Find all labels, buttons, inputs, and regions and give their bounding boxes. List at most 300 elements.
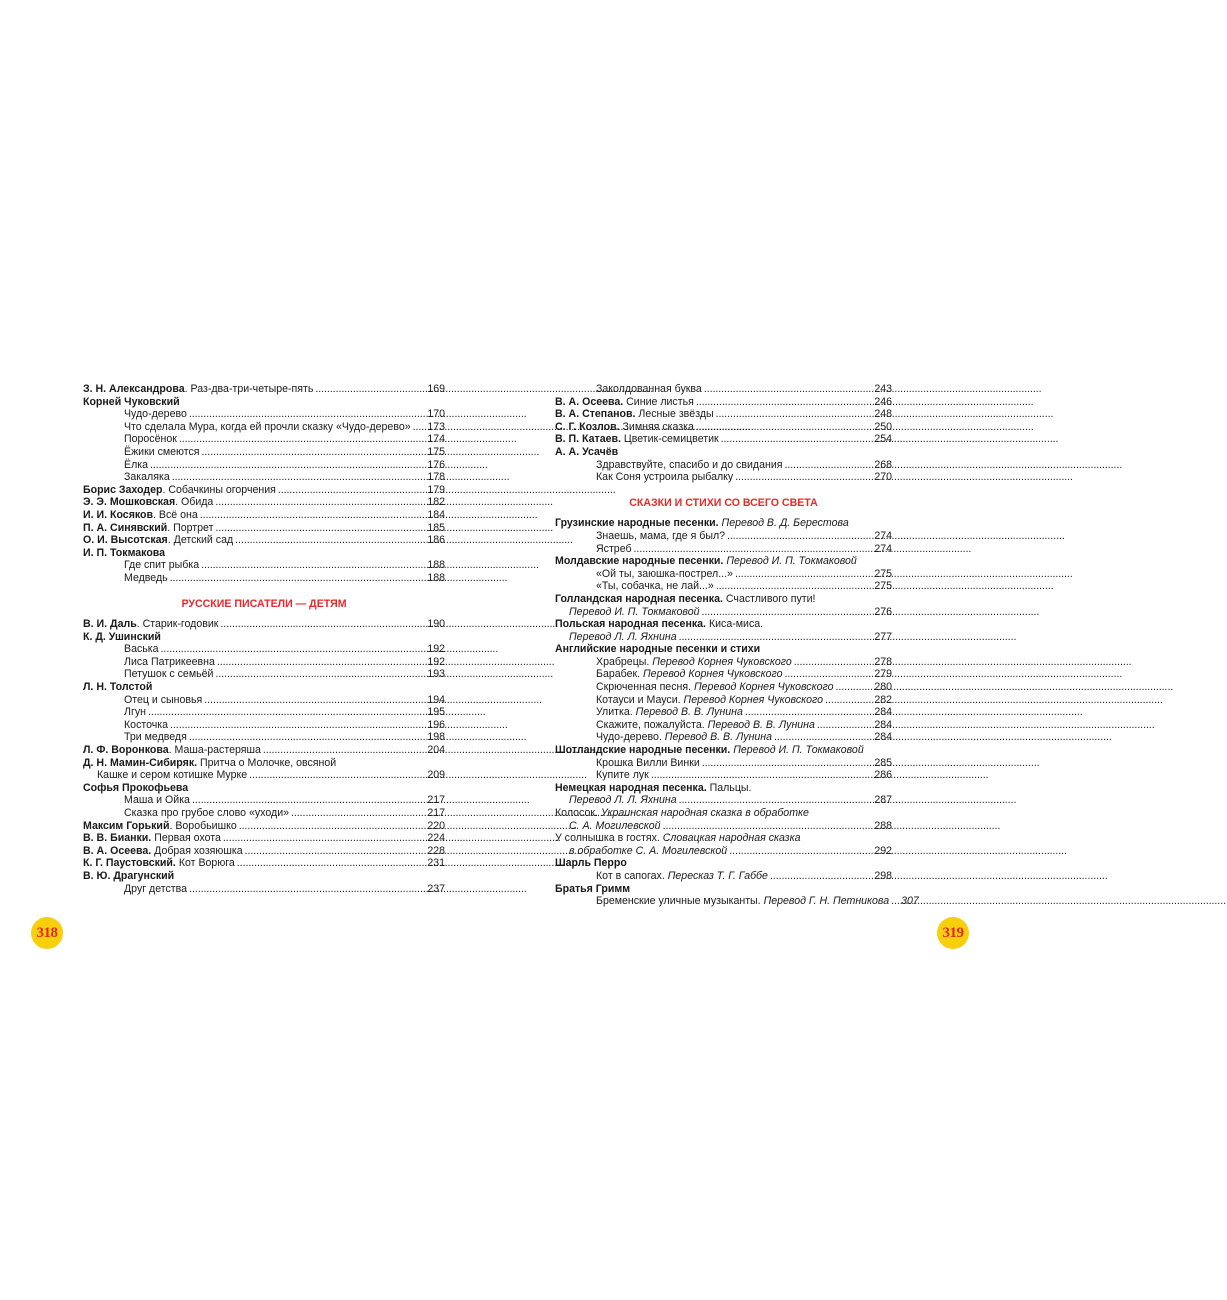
entry-page-number: 276 <box>874 605 892 618</box>
entry-page-number: 170 <box>427 408 445 421</box>
entry-text <box>596 694 823 707</box>
entry-author: З. Н. Александрова <box>83 383 185 395</box>
dot-leader <box>192 794 425 807</box>
entry-title: Кот Ворюга <box>178 857 235 870</box>
entry-text: В. И. Даль. Старик-годовик <box>83 618 219 631</box>
entry-title: Собачкины огорчения <box>168 483 276 496</box>
entry-page-number: 175 <box>427 445 445 458</box>
section-heading: СКАЗКИ И СТИХИ СО ВСЕГО СВЕТА <box>629 496 818 509</box>
entry-page-number: 192 <box>427 655 445 668</box>
entry-page-number: 195 <box>427 706 445 719</box>
toc-entry <box>555 857 892 870</box>
entry-page-number: 250 <box>874 420 892 433</box>
entry-title: Детский сад <box>173 534 234 547</box>
entry-text <box>124 807 289 820</box>
entry-text <box>124 408 187 421</box>
entry-page-number: 228 <box>427 844 445 857</box>
entry-text <box>83 396 180 409</box>
dot-leader <box>189 731 425 744</box>
entry-title: Бременские уличные музыканты. <box>596 895 761 908</box>
toc-entry <box>83 446 445 459</box>
toc-entry <box>555 719 892 732</box>
toc-entry <box>555 731 892 744</box>
entry-translator: Перевод Л. Л. Яхнина <box>569 794 677 807</box>
toc-entry <box>555 383 892 396</box>
entry-page-number: 217 <box>427 807 445 819</box>
entry-author: В. А. Осеева. <box>555 395 624 408</box>
entry-title: Косточка <box>124 718 169 731</box>
entry-text <box>596 681 833 694</box>
dot-leader <box>215 522 425 535</box>
entry-text <box>124 668 213 681</box>
toc-entry <box>83 631 445 644</box>
toc-entry <box>555 459 892 472</box>
entry-author: В. А. Осеева. <box>83 844 152 857</box>
entry-author: Шотландские народные песенки. <box>555 744 731 757</box>
toc-entry <box>83 744 445 757</box>
entry-page-number: 179 <box>427 483 445 496</box>
toc-entry <box>83 731 445 744</box>
dot-leader <box>315 383 425 396</box>
toc-block <box>83 383 445 585</box>
entry-title: Где спит рыбка <box>124 559 200 572</box>
entry-title: Что сделала Мура, когда ей прочли сказку «Чудо-дерево» <box>124 420 411 433</box>
entry-text <box>596 471 733 484</box>
toc-entry <box>83 832 445 845</box>
dot-leader <box>179 433 425 446</box>
entry-text <box>124 656 215 669</box>
entry-author: Софья Прокофьева <box>83 781 189 794</box>
dot-leader <box>770 870 872 883</box>
entry-title: Как Соня устроила рыбалку <box>596 471 734 484</box>
toc-block <box>83 618 445 895</box>
entry-text <box>555 593 815 606</box>
entry-title: Добрая хозяюшка <box>154 844 243 857</box>
entry-text <box>555 618 763 631</box>
entry-title: У солнышка в гостях. <box>555 832 660 845</box>
dot-leader <box>774 731 872 744</box>
entry-text <box>83 857 235 870</box>
dot-leader <box>696 396 872 409</box>
entry-text <box>124 559 199 572</box>
toc-entry <box>555 694 892 707</box>
entry-page-number: 192 <box>427 643 445 656</box>
entry-text <box>124 433 177 446</box>
entry-page-number: 275 <box>874 580 892 593</box>
entry-title: Купите лук <box>596 769 649 782</box>
entry-page-number: 274 <box>874 542 892 555</box>
entry-author: Братья Гримм <box>555 882 631 895</box>
entry-page-number: 193 <box>427 668 445 681</box>
entry-author: Л. Ф. Воронкова <box>83 744 169 757</box>
entry-title: Притча о Молочке, овсяной <box>200 756 337 769</box>
dot-leader <box>148 706 425 719</box>
entry-translator: Перевод Корнея Чуковского <box>683 693 824 706</box>
entry-translator: Перевод И. П. Токмаковой <box>726 555 857 568</box>
entry-text <box>83 832 221 845</box>
toc-entry <box>83 572 445 585</box>
entry-title: Улитка. <box>596 706 633 719</box>
entry-translator: Перевод В. В. Лунина <box>707 718 815 731</box>
dot-leader <box>249 769 425 782</box>
entry-text <box>555 857 627 870</box>
dot-leader <box>702 757 873 770</box>
entry-text <box>555 883 630 896</box>
dot-leader <box>237 857 426 870</box>
entry-page-number: 254 <box>874 433 892 446</box>
dot-leader <box>204 694 425 707</box>
right-page-contents <box>555 383 919 908</box>
entry-title: Храбрецы. <box>596 655 650 668</box>
entry-title: Чудо-дерево. <box>596 731 662 744</box>
dot-leader <box>170 719 425 732</box>
toc-entry <box>83 396 445 409</box>
dot-leader <box>291 807 425 820</box>
toc-entry <box>555 631 892 644</box>
dot-leader <box>150 459 425 472</box>
entry-text <box>596 568 733 581</box>
toc-entry <box>83 433 445 446</box>
entry-title: Три медведя <box>124 731 187 744</box>
toc-entry <box>83 509 445 522</box>
entry-page-number: 286 <box>874 769 892 782</box>
entry-title: Котауси и Мауси. <box>596 693 681 706</box>
entry-author: В. П. Катаев. <box>555 433 621 446</box>
entry-author: В. А. Степанов. <box>555 408 636 421</box>
entry-text: Максим Горький. Воробьишко <box>83 819 237 832</box>
toc-entry <box>555 396 892 409</box>
entry-text <box>569 820 661 833</box>
toc-entry <box>83 559 445 572</box>
entry-translator: Перевод Корнея Чуковского <box>693 681 834 694</box>
entry-page-number: 277 <box>874 630 892 643</box>
toc-entry <box>83 383 445 396</box>
entry-text <box>555 517 849 530</box>
entry-author: Л. Н. Толстой <box>83 681 153 694</box>
entry-page-number: 275 <box>874 567 892 580</box>
entry-page-number: 220 <box>427 819 445 832</box>
dot-leader <box>704 383 873 396</box>
toc-block <box>555 517 919 908</box>
entry-author: Немецкая народная песенка. <box>555 781 707 794</box>
entry-author: С. Г. Козлов. <box>555 420 620 433</box>
entry-text <box>569 794 677 807</box>
toc-entry <box>555 782 892 795</box>
entry-text <box>596 383 702 396</box>
entry-title: Портрет <box>173 521 214 534</box>
entry-title: Ёжики смеются <box>124 445 200 458</box>
entry-author: В. Ю. Драгунский <box>83 869 175 882</box>
dot-leader <box>696 421 872 434</box>
entry-text: З. Н. Александрова. Раз-два-три-четыре-пять <box>83 383 314 395</box>
entry-author: П. А. Синявский <box>83 521 168 534</box>
entry-page-number: 284 <box>874 731 892 744</box>
entry-title: Знаешь, мама, где я был? <box>596 529 726 542</box>
entry-text <box>124 459 148 472</box>
entry-page-number: 204 <box>427 744 445 757</box>
entry-page-number: 270 <box>874 471 892 484</box>
entry-text <box>124 706 146 719</box>
entry-author: В. В. Бианки. <box>83 832 152 845</box>
dot-leader <box>215 496 425 509</box>
entry-text <box>83 681 152 694</box>
entry-text <box>596 543 632 556</box>
toc-entry <box>555 656 892 669</box>
toc-entry <box>555 618 892 631</box>
entry-page-number: 243 <box>874 383 892 395</box>
toc-entry <box>83 643 445 656</box>
entry-text <box>124 794 190 807</box>
entry-text <box>596 719 815 732</box>
toc-block <box>555 383 892 484</box>
entry-page-number: 169 <box>427 383 445 395</box>
dot-leader <box>679 631 873 644</box>
dot-leader <box>891 895 899 908</box>
toc-entry <box>83 484 445 497</box>
entry-title: Цветик-семицветик <box>623 433 719 446</box>
entry-text <box>596 769 649 782</box>
entry-text <box>83 845 243 858</box>
toc-entry <box>83 883 445 896</box>
entry-text <box>124 694 202 707</box>
entry-text <box>596 459 782 472</box>
entry-translator: Перевод В. В. Лунина <box>664 731 773 744</box>
dot-leader <box>239 820 426 833</box>
dot-leader <box>189 408 425 421</box>
dot-leader <box>745 706 872 719</box>
toc-entry <box>83 870 445 883</box>
entry-translator: Перевод Г. Н. Петникова <box>763 895 890 908</box>
entry-text: Борис Заходер. Собачкины огорчения <box>83 483 276 496</box>
toc-entry <box>83 459 445 472</box>
entry-translator: Перевод В. Д. Берестова <box>721 517 849 530</box>
dot-leader <box>817 719 872 732</box>
dot-leader <box>735 568 872 581</box>
entry-author: Э. Э. Мошковская <box>83 496 176 509</box>
toc-entry <box>83 719 445 732</box>
toc-entry <box>83 706 445 719</box>
entry-text <box>124 572 168 585</box>
toc-entry <box>555 408 892 421</box>
dot-leader <box>245 845 426 858</box>
toc-entry <box>555 433 892 446</box>
entry-title: Васька <box>124 643 159 656</box>
page-number-badge: 318 <box>31 917 63 949</box>
entry-text <box>83 870 174 883</box>
entry-title: Кот в сапогах. <box>596 869 665 882</box>
entry-author: К. Г. Паустовский. <box>83 857 176 870</box>
entry-page-number: 287 <box>874 794 892 807</box>
dot-leader <box>215 668 425 681</box>
dot-leader <box>235 534 425 547</box>
entry-translator: Перевод В. В. Лунина <box>635 706 743 719</box>
entry-title: Друг детства <box>124 882 188 895</box>
toc-entry <box>83 547 445 560</box>
toc-entry <box>555 832 892 845</box>
dot-leader <box>202 446 426 459</box>
entry-title: Отец и сыновья <box>124 693 203 706</box>
entry-author: О. И. Высотская <box>83 534 168 547</box>
entry-text <box>555 446 618 459</box>
entry-page-number: 279 <box>874 668 892 681</box>
entry-title: Зимняя сказка <box>622 420 694 433</box>
dot-leader <box>161 643 426 656</box>
dot-leader <box>220 618 425 631</box>
toc-entry <box>555 530 892 543</box>
dot-leader <box>663 820 873 833</box>
toc-entry <box>555 471 892 484</box>
entry-page-number: 274 <box>874 529 892 542</box>
entry-title: Лесные звёзды <box>638 408 714 421</box>
entry-title: Лиса Патрикеевна <box>124 655 215 668</box>
toc-entry <box>555 517 892 530</box>
entry-page-number: 248 <box>874 408 892 421</box>
toc-entry <box>83 782 445 795</box>
entry-page-number: 224 <box>427 832 445 845</box>
entry-text <box>555 782 751 795</box>
entry-translator: Перевод Корнея Чуковского <box>643 668 783 681</box>
toc-entry <box>555 606 892 619</box>
entry-text <box>569 606 700 619</box>
entry-title: Киса-миса. <box>708 618 764 631</box>
entry-text <box>569 845 727 858</box>
entry-author: Д. Н. Мамин-Сибиряк. <box>83 756 198 769</box>
entry-text <box>555 433 719 446</box>
entry-text <box>596 580 714 593</box>
entry-page-number: 198 <box>427 731 445 744</box>
entry-page-number: 285 <box>874 756 892 769</box>
dot-leader <box>634 543 873 556</box>
entry-text <box>555 555 857 568</box>
entry-page-number: 307 <box>901 895 919 908</box>
dot-leader <box>172 471 426 484</box>
toc-entry <box>83 845 445 858</box>
entry-title: Здравствуйте, спасибо и до свидания <box>596 458 783 471</box>
entry-title: Крошка Вилли Винки <box>596 756 700 769</box>
entry-page-number: 246 <box>874 395 892 408</box>
toc-entry <box>83 794 445 807</box>
entry-title: Медведь <box>124 571 168 584</box>
dot-leader <box>278 484 425 497</box>
toc-entry <box>555 895 919 908</box>
entry-text <box>83 757 336 770</box>
entry-text <box>555 396 694 409</box>
entry-title: Маша-растеряша <box>174 744 261 757</box>
section-heading: РУССКИЕ ПИСАТЕЛИ — ДЕТЯМ <box>181 597 347 610</box>
dot-leader <box>413 421 426 434</box>
entry-author: Максим Горький <box>83 819 170 832</box>
entry-page-number: 292 <box>874 844 892 857</box>
entry-page-number: 182 <box>427 496 445 509</box>
entry-author: Грузинские народные песенки. <box>555 517 719 530</box>
entry-title: Всё она <box>158 508 198 521</box>
entry-text: И. И. Косяков. Всё она <box>83 508 198 521</box>
entry-page-number: 176 <box>427 458 445 471</box>
entry-text <box>124 643 159 656</box>
entry-title: Первая охота <box>154 832 221 845</box>
toc-entry <box>555 568 892 581</box>
toc-entry <box>83 757 445 770</box>
entry-author: К. Д. Ушинский <box>83 630 161 643</box>
entry-text <box>83 631 161 644</box>
entry-text: О. И. Высотская. Детский сад <box>83 534 234 547</box>
entry-text <box>97 769 247 782</box>
entry-title: Закаляка <box>124 471 170 484</box>
toc-entry <box>83 668 445 681</box>
toc-entry <box>83 534 445 547</box>
entry-title: Ястреб <box>596 542 632 555</box>
toc-entry <box>555 543 892 556</box>
toc-entry <box>83 807 445 820</box>
entry-text <box>124 731 187 744</box>
entry-title: Поросёнок <box>124 433 177 446</box>
entry-translator: Перевод И. П. Токмаковой <box>569 605 700 618</box>
toc-entry <box>555 580 892 593</box>
toc-entry <box>555 845 892 858</box>
entry-translator: Перевод Корнея Чуковского <box>652 655 792 668</box>
dot-leader <box>716 580 873 593</box>
entry-title: Пальцы. <box>709 781 752 794</box>
entry-translator: Перевод Л. Л. Яхнина <box>569 630 677 643</box>
entry-page-number: 268 <box>874 458 892 471</box>
entry-title: Раз-два-три-четыре-пять <box>190 383 314 395</box>
entry-text <box>596 706 743 719</box>
entry-page-number: 194 <box>427 693 445 706</box>
entry-text <box>555 832 801 845</box>
toc-entry <box>83 618 445 631</box>
toc-entry <box>555 744 892 757</box>
entry-title: Маша и Ойка <box>124 794 190 807</box>
entry-translator: С. А. Могилевской <box>569 819 661 832</box>
toc-entry <box>83 471 445 484</box>
entry-title: Скажите, пожалуйста. <box>596 718 705 731</box>
entry-text <box>555 408 714 421</box>
entry-text <box>555 807 809 820</box>
entry-author: И. И. Косяков <box>83 508 154 521</box>
entry-page-number: 186 <box>427 534 445 547</box>
dot-leader <box>721 433 873 446</box>
entry-author: Голландская народная песенка. <box>555 592 723 605</box>
dot-leader <box>170 572 426 585</box>
entry-text <box>596 668 783 681</box>
toc-entry <box>83 694 445 707</box>
entry-page-number: 237 <box>427 882 445 895</box>
entry-author: А. А. Усачёв <box>555 445 619 458</box>
entry-text <box>596 895 889 908</box>
entry-translator: Украинская народная сказка в обработке <box>600 807 809 819</box>
entry-text <box>83 782 188 795</box>
toc-entry <box>555 794 892 807</box>
entry-page-number: 298 <box>874 869 892 882</box>
entry-page-number: 280 <box>874 681 892 694</box>
entry-author: Польская народная песенка. <box>555 618 706 631</box>
dot-leader <box>702 606 873 619</box>
entry-title: Обида <box>181 496 214 509</box>
entry-page-number: 196 <box>427 718 445 731</box>
toc-entry <box>555 593 892 606</box>
entry-page-number: 278 <box>874 655 892 668</box>
entry-translator: Словацкая народная сказка <box>662 832 801 845</box>
entry-text: Л. Ф. Воронкова. Маша-растеряша <box>83 744 261 757</box>
dot-leader <box>825 694 872 707</box>
entry-author: И. П. Токмакова <box>83 546 166 559</box>
toc-entry <box>555 807 892 820</box>
entry-text <box>596 870 768 883</box>
dot-leader <box>263 744 425 757</box>
dot-leader <box>201 559 425 572</box>
entry-text <box>124 719 168 732</box>
entry-text: П. А. Синявский. Портрет <box>83 521 214 534</box>
